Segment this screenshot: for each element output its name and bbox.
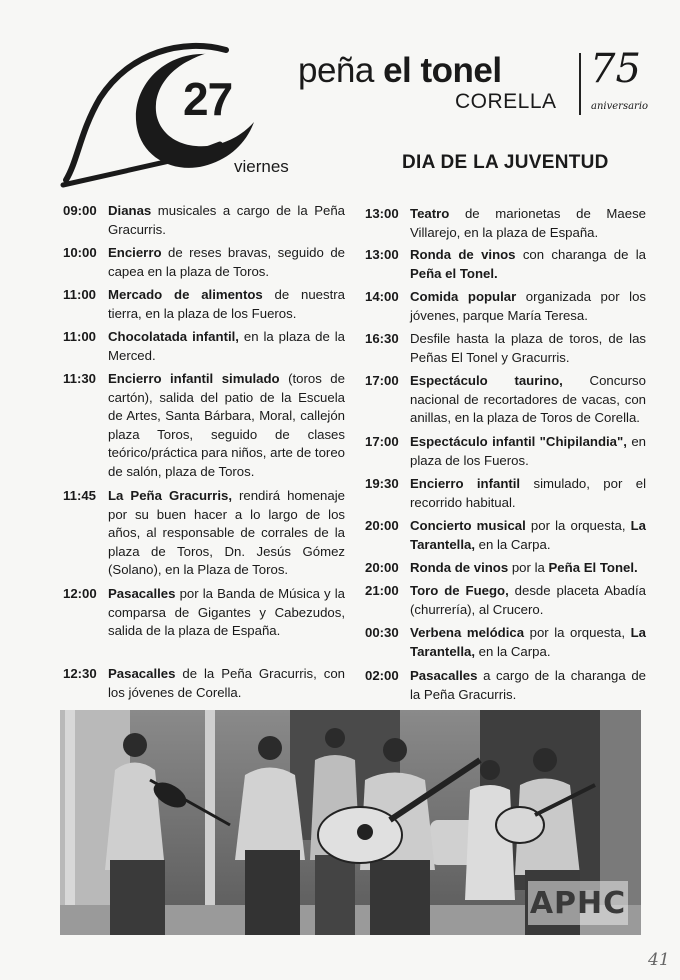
item-text: en la plaza de la Merced. <box>108 329 345 363</box>
schedule-item <box>365 330 646 367</box>
item-highlight: Concierto musical <box>410 518 526 533</box>
schedule-item <box>63 202 345 239</box>
item-highlight: Encierro infantil <box>410 476 521 491</box>
item-text: Desfile hasta la plaza de toros, de las Peñas El Tonel y Gracurris. <box>410 331 646 365</box>
schedule-item <box>63 585 345 641</box>
item-highlight-2: Peña el Tonel. <box>410 265 498 281</box>
item-text: a cargo de la charanga de la Peña Gracurris. <box>410 668 646 702</box>
item-time: 13:00 <box>365 206 399 221</box>
item-time: 16:30 <box>365 331 399 346</box>
schedule-item <box>63 286 345 323</box>
item-highlight: Toro de Fuego, <box>410 583 509 598</box>
schedule-item <box>365 667 646 704</box>
item-text: de la Peña Gracurris, con los jóvenes de Corella. <box>108 666 345 700</box>
item-text: rendirá homenaje por su buen hacer a lo largo de los años, al responsable de corrales de la plaza de Toros, Dn. Jesús Gómez (Solano), en la Plaza de Toros. <box>108 488 345 578</box>
schedule-item <box>365 246 646 283</box>
watermark-badge <box>528 881 628 925</box>
item-text: desde placeta Abadía (churrería), al Crucero. <box>410 583 646 617</box>
item-highlight: Encierro <box>108 245 162 260</box>
event-title: DIA DE LA JUVENTUD <box>402 152 609 173</box>
item-highlight: Ronda de vinos <box>410 247 516 262</box>
item-highlight: Chocolatada infantil, <box>108 329 239 344</box>
item-text: por la orquesta, <box>525 518 631 533</box>
item-time: 11:45 <box>63 488 97 503</box>
schedule-item <box>365 582 646 619</box>
item-time: 19:30 <box>365 476 399 491</box>
brand-town: CORELLA <box>455 90 557 113</box>
item-highlight-2: Peña El Tonel. <box>548 560 638 575</box>
item-highlight-2: La Tarantella, <box>410 518 647 552</box>
item-time: 17:00 <box>365 434 399 449</box>
item-time: 11:00 <box>63 329 97 344</box>
item-highlight: Verbena melódica <box>410 625 525 640</box>
item-time: 12:00 <box>63 586 97 601</box>
item-time: 11:30 <box>63 371 97 386</box>
schedule-item <box>365 517 646 554</box>
item-highlight-2: La Tarantella, <box>410 625 646 659</box>
item-time: 12:30 <box>63 666 97 681</box>
item-text-2: en la Carpa. <box>474 643 551 659</box>
brand-prefix: peña <box>298 51 384 90</box>
anniversary-label: aniversario <box>591 101 649 112</box>
item-time: 10:00 <box>63 245 97 260</box>
item-time: 17:00 <box>365 373 399 388</box>
schedule-item <box>365 624 646 661</box>
brand-name <box>298 51 502 91</box>
item-time: 21:00 <box>365 583 399 598</box>
item-time: 20:00 <box>365 560 399 575</box>
item-time: 09:00 <box>63 203 97 218</box>
item-text: (toros de cartón), salida del patio de la Escuela de Artes, Santa Bárbara, Moral, callejón plaza Toros, seguido de clases teórico/práctica para niños, arte de toreo de salón, plaza de Toros. <box>108 371 345 479</box>
page-number: 41 <box>648 950 670 970</box>
item-highlight: Mercado de alimentos <box>108 287 263 302</box>
brand-main: el tonel <box>383 51 502 90</box>
schedule-item <box>63 487 345 580</box>
item-text: en plaza de los Fueros. <box>410 434 646 468</box>
item-highlight: Encierro infantil simulado <box>108 371 280 386</box>
item-highlight: Espectáculo infantil "Chipilandia", <box>410 434 627 449</box>
item-text: organizada por los jóvenes, parque María Teresa. <box>410 289 647 323</box>
item-highlight: Comida popular <box>410 289 517 304</box>
item-text: con charanga de la <box>515 247 647 262</box>
item-highlight: Pasacalles <box>108 666 176 681</box>
musicians-photo <box>60 710 641 935</box>
item-time: 14:00 <box>365 289 399 304</box>
item-highlight: Ronda de vinos <box>410 560 509 575</box>
item-text: musicales a cargo de la Peña Gracurris. <box>108 203 345 237</box>
item-highlight: Dianas <box>108 203 152 218</box>
item-highlight: Espectáculo taurino, <box>410 373 563 388</box>
item-text: de reses bravas, seguido de capea en la plaza de Toros. <box>108 245 345 279</box>
schedule-item <box>63 370 345 482</box>
schedule-item <box>365 559 646 578</box>
schedule-item <box>365 433 646 470</box>
item-text-2: en la Carpa. <box>474 536 551 552</box>
item-text: Concurso nacional de recortadores de vacas, con anillas, en la plaza de Toros de Corella. <box>410 373 646 426</box>
item-text: por la Banda de Música y la comparsa de Gigantes y Cabezudos, salida de la plaza de España. <box>108 586 345 639</box>
item-highlight: Pasacalles <box>410 668 478 683</box>
schedule-item <box>365 288 646 325</box>
anniversary-number: 75 <box>590 46 641 92</box>
item-time: 20:00 <box>365 518 399 533</box>
item-highlight: Pasacalles <box>108 586 176 601</box>
watermark-text: APHC <box>529 885 627 921</box>
schedule-item <box>365 372 646 428</box>
weekday-label: viernes <box>234 157 289 176</box>
header-divider <box>579 53 581 115</box>
item-time: 02:00 <box>365 668 399 683</box>
item-highlight: La Peña Gracurris, <box>108 488 232 503</box>
schedule-item <box>365 475 646 512</box>
schedule-item <box>365 205 646 242</box>
item-text: de marionetas de Maese Villarejo, en la plaza de España. <box>410 206 646 240</box>
item-time: 00:30 <box>365 625 399 640</box>
item-text: por la orquesta, <box>524 625 631 640</box>
item-highlight: Teatro <box>410 206 450 221</box>
schedule-item <box>63 665 345 702</box>
item-text: por la <box>508 560 549 575</box>
schedule-item <box>63 328 345 365</box>
day-number: 27 <box>183 73 233 125</box>
item-time: 11:00 <box>63 287 97 302</box>
item-time: 13:00 <box>365 247 399 262</box>
schedule-item <box>63 244 345 281</box>
item-text: de nuestra tierra, en la plaza de los Fueros. <box>108 287 345 321</box>
item-text: simulado, por el recorrido habitual. <box>410 476 646 510</box>
